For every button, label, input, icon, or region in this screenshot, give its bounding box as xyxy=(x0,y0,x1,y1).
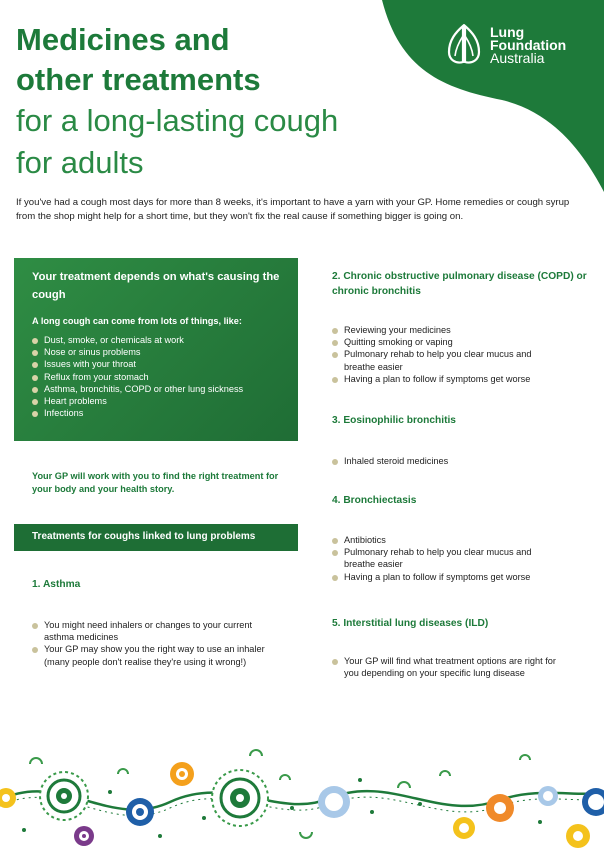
list-item: Inhaled steroid medicines xyxy=(332,455,562,467)
list-item: You might need inhalers or changes to your current asthma medicines xyxy=(32,619,282,643)
dot-circle-green-center xyxy=(212,770,268,826)
asthma-list xyxy=(32,619,282,668)
lung-foundation-logo xyxy=(446,24,566,66)
bronchiectasis-heading: 4. Bronchiectasis xyxy=(332,495,417,506)
list-item: Asthma, bronchitis, COPD or other lung sickness xyxy=(32,383,284,395)
list-item: Dust, smoke, or chemicals at work xyxy=(32,334,284,346)
list-item: Nose or sinus problems xyxy=(32,346,284,358)
list-item: Antibiotics xyxy=(332,534,562,546)
causes-box xyxy=(14,258,298,441)
title-line-4: for adults xyxy=(16,145,144,180)
dot-circle-green-left xyxy=(40,772,88,820)
logo-line-1: Lung xyxy=(490,23,525,40)
list-item: Having a plan to follow if symptoms get worse xyxy=(332,571,562,583)
list-item: Reflux from your stomach xyxy=(32,371,284,383)
intro-paragraph: If you've had a cough most days for more than 8 weeks, it's important to have a yarn with your GP. Home remedies or cough syrup from the shop might help for a short time, but they won't fix the real cause if something bigger is going on. xyxy=(16,197,570,222)
bronchiectasis-list xyxy=(332,534,562,583)
ild-list xyxy=(332,655,572,679)
list-item: Your GP may show you the right way to use an inhaler (many people don't realise they're using it wrong!) xyxy=(32,643,282,667)
copd-heading: 2. Chronic obstructive pulmonary disease (COPD) or chronic bronchitis xyxy=(332,271,587,297)
causes-subheading: A long cough can come from lots of things, like: xyxy=(32,316,242,326)
ild-heading: 5. Interstitial lung diseases (ILD) xyxy=(332,618,489,629)
list-item: Reviewing your medicines xyxy=(332,324,562,336)
page-title xyxy=(16,20,338,184)
list-item: Infections xyxy=(32,407,284,419)
lungs-icon xyxy=(446,24,482,66)
list-item: Pulmonary rehab to help you clear mucus and breathe easier xyxy=(332,348,562,372)
logo-line-3: Australia xyxy=(490,49,545,66)
list-item: Issues with your throat xyxy=(32,358,284,370)
asthma-heading: 1. Asthma xyxy=(32,579,81,590)
decorative-dot-art xyxy=(0,740,604,856)
gp-note: Your GP will work with you to find the right treatment for your body and your health story. xyxy=(32,471,279,494)
copd-list xyxy=(332,324,562,385)
title-line-1: Medicines and xyxy=(16,22,230,57)
logo-line-2: Foundation xyxy=(490,36,567,53)
causes-list xyxy=(32,334,284,419)
title-line-3: for a long-lasting cough xyxy=(16,103,339,138)
title-line-2: other treatments xyxy=(16,62,261,97)
causes-heading: Your treatment depends on what's causing the cough xyxy=(32,271,280,301)
treatments-bar: Treatments for coughs linked to lung problems xyxy=(14,524,298,551)
eosinophilic-heading: 3. Eosinophilic bronchitis xyxy=(332,415,456,426)
list-item: Having a plan to follow if symptoms get worse xyxy=(332,373,562,385)
list-item: Pulmonary rehab to help you clear mucus and breathe easier xyxy=(332,546,562,570)
list-item: Heart problems xyxy=(32,395,284,407)
list-item: Quitting smoking or vaping xyxy=(332,336,562,348)
eosinophilic-list xyxy=(332,455,562,467)
list-item: Your GP will find what treatment options are right for you depending on your specific lung disease xyxy=(332,655,572,679)
